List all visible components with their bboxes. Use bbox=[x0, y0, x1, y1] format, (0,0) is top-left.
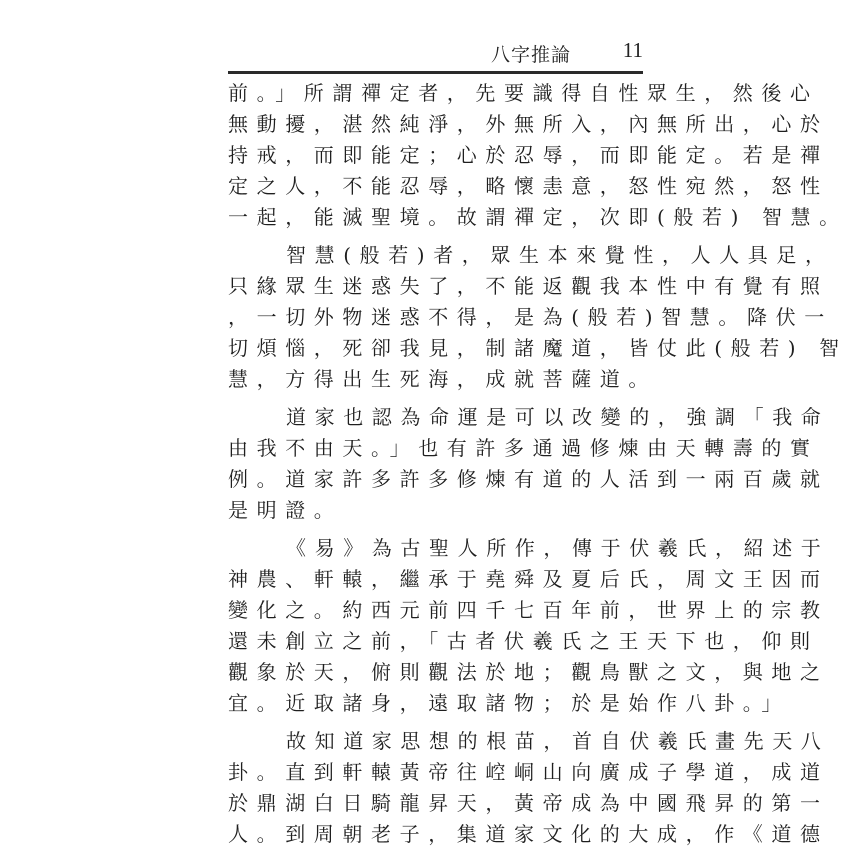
text-line: 卦。直到軒轅黃帝往崆峒山向廣成子學道，成道 bbox=[228, 760, 829, 784]
text-line: 還未創立之前，「古者伏羲氏之王天下也，仰則 bbox=[228, 629, 819, 653]
text-line: 一起，能滅聖境。故謂禪定，次即(般若) 智慧。 bbox=[228, 205, 848, 229]
paragraph-gap bbox=[228, 395, 640, 402]
text-line: 神農、軒轅，繼承于堯舜及夏后氏，周文王因而 bbox=[228, 567, 829, 591]
text-line: 《易》為古聖人所作，傳于伏羲氏，紹述于 bbox=[286, 536, 830, 560]
text-line: 故知道家思想的根苗，首自伏羲氏畫先天八 bbox=[286, 729, 830, 753]
text-line: 觀象於天，俯則觀法於地；觀鳥獸之文，與地之 bbox=[228, 660, 829, 684]
body-text bbox=[228, 78, 848, 850]
running-header bbox=[228, 36, 643, 68]
text-line: 慧，方得出生死海，成就菩薩道。 bbox=[228, 367, 657, 391]
text-line: 變化之。約西元前四千七百年前，世界上的宗教 bbox=[228, 598, 829, 622]
text-line: 只緣眾生迷惑失了，不能返觀我本性中有覺有照 bbox=[228, 274, 829, 298]
text-line: 宜。近取諸身，遠取諸物；於是始作八卦。」 bbox=[228, 691, 790, 715]
text-line: 定之人，不能忍辱，略懷恚意，怒性宛然，怒性 bbox=[228, 174, 829, 198]
text-line: 於鼎湖白日騎龍昇天，黃帝成為中國飛昇的第一 bbox=[228, 791, 829, 815]
text-line: 智慧(般若)者，眾生本來覺性，人人具足， bbox=[286, 243, 834, 267]
text-line: ，一切外物迷惑不得，是為(般若)智慧。降伏一 bbox=[228, 305, 833, 329]
paragraph-gap bbox=[228, 719, 640, 726]
paragraph-gap bbox=[228, 526, 640, 533]
paragraph-gap bbox=[228, 233, 640, 240]
paragraph bbox=[228, 402, 830, 526]
paragraph bbox=[228, 726, 830, 850]
page-number: 11 bbox=[622, 38, 643, 62]
running-title: 八字推論 bbox=[490, 44, 571, 66]
text-line: 由我不由天。」也有許多通過修煉由天轉壽的實 bbox=[228, 436, 819, 460]
paragraph bbox=[228, 533, 830, 719]
paragraph bbox=[228, 240, 848, 395]
text-line: 人。到周朝老子，集道家文化的大成，作《道德 bbox=[228, 822, 829, 846]
text-line: 無動擾，湛然純淨，外無所入，內無所出，心於 bbox=[228, 112, 829, 136]
text-line: 持戒，而即能定；心於忍辱，而即能定。若是禪 bbox=[228, 143, 829, 167]
text-line: 是明證。 bbox=[228, 498, 343, 522]
header-rule bbox=[228, 71, 643, 74]
paragraph bbox=[228, 78, 848, 233]
text-line: 道家也認為命運是可以改變的，強調「我命 bbox=[286, 405, 830, 429]
text-line: 例。道家許多許多修煉有道的人活到一兩百歲就 bbox=[228, 467, 829, 491]
text-line: 切煩惱，死卻我見，制諸魔道，皆仗此(般若) 智 bbox=[228, 336, 848, 360]
text-line: 前。」所謂禪定者，先要識得自性眾生，然後心 bbox=[228, 81, 819, 105]
